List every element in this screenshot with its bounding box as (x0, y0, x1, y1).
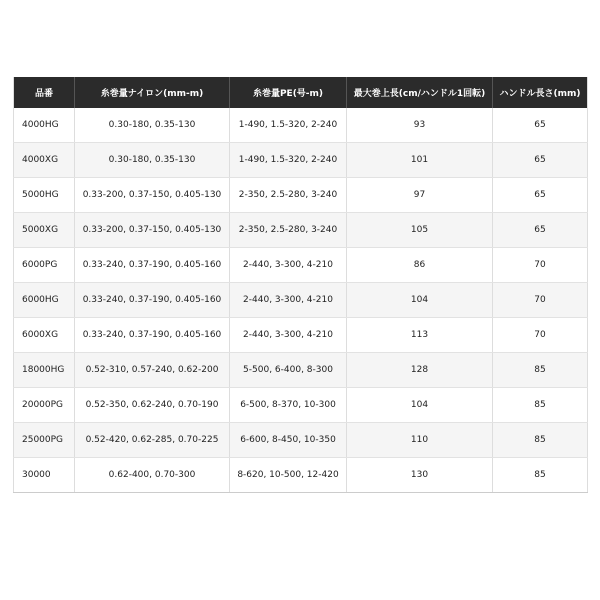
cell-handle-length: 65 (493, 143, 588, 178)
cell-pe-capacity: 2-440, 3-300, 4-210 (230, 318, 347, 353)
cell-nylon-capacity: 0.33-200, 0.37-150, 0.405-130 (75, 213, 230, 248)
cell-handle-length: 70 (493, 283, 588, 318)
table-row (14, 283, 588, 318)
cell-pe-capacity: 2-350, 2.5-280, 3-240 (230, 178, 347, 213)
cell-max-retrieve: 113 (347, 318, 493, 353)
table-row (14, 213, 588, 248)
cell-nylon-capacity: 0.52-310, 0.57-240, 0.62-200 (75, 353, 230, 388)
cell-pe-capacity: 8-620, 10-500, 12-420 (230, 458, 347, 493)
cell-nylon-capacity: 0.62-400, 0.70-300 (75, 458, 230, 493)
cell-nylon-capacity: 0.52-350, 0.62-240, 0.70-190 (75, 388, 230, 423)
cell-handle-length: 70 (493, 318, 588, 353)
cell-handle-length: 70 (493, 248, 588, 283)
cell-model: 5000HG (14, 178, 75, 213)
spec-table-body (14, 108, 588, 493)
spec-table (13, 77, 588, 493)
header-nylon-capacity: 糸巻量ナイロン(mm-m) (75, 77, 230, 108)
cell-model: 20000PG (14, 388, 75, 423)
cell-pe-capacity: 2-440, 3-300, 4-210 (230, 283, 347, 318)
header-handle-length: ハンドル長さ(mm) (493, 77, 588, 108)
cell-pe-capacity: 5-500, 6-400, 8-300 (230, 353, 347, 388)
cell-model: 4000HG (14, 108, 75, 143)
table-row (14, 388, 588, 423)
cell-handle-length: 65 (493, 108, 588, 143)
header-row (14, 77, 588, 108)
cell-handle-length: 65 (493, 213, 588, 248)
cell-handle-length: 85 (493, 423, 588, 458)
cell-nylon-capacity: 0.33-240, 0.37-190, 0.405-160 (75, 248, 230, 283)
cell-model: 5000XG (14, 213, 75, 248)
cell-handle-length: 85 (493, 353, 588, 388)
cell-nylon-capacity: 0.33-240, 0.37-190, 0.405-160 (75, 318, 230, 353)
cell-model: 6000HG (14, 283, 75, 318)
table-row (14, 318, 588, 353)
cell-pe-capacity: 1-490, 1.5-320, 2-240 (230, 108, 347, 143)
cell-nylon-capacity: 0.33-240, 0.37-190, 0.405-160 (75, 283, 230, 318)
cell-nylon-capacity: 0.30-180, 0.35-130 (75, 108, 230, 143)
cell-nylon-capacity: 0.30-180, 0.35-130 (75, 143, 230, 178)
cell-nylon-capacity: 0.52-420, 0.62-285, 0.70-225 (75, 423, 230, 458)
cell-max-retrieve: 130 (347, 458, 493, 493)
table-row (14, 178, 588, 213)
table-row (14, 353, 588, 388)
cell-pe-capacity: 6-600, 8-450, 10-350 (230, 423, 347, 458)
header-pe-capacity: 糸巻量PE(号-m) (230, 77, 347, 108)
table-row (14, 458, 588, 493)
cell-max-retrieve: 104 (347, 283, 493, 318)
header-max-retrieve: 最大巻上長(cm/ハンドル1回転) (347, 77, 493, 108)
table-row (14, 143, 588, 178)
cell-model: 6000PG (14, 248, 75, 283)
cell-pe-capacity: 1-490, 1.5-320, 2-240 (230, 143, 347, 178)
table-row (14, 248, 588, 283)
cell-handle-length: 65 (493, 178, 588, 213)
cell-max-retrieve: 86 (347, 248, 493, 283)
cell-max-retrieve: 105 (347, 213, 493, 248)
cell-nylon-capacity: 0.33-200, 0.37-150, 0.405-130 (75, 178, 230, 213)
cell-pe-capacity: 2-350, 2.5-280, 3-240 (230, 213, 347, 248)
cell-max-retrieve: 128 (347, 353, 493, 388)
cell-model: 30000 (14, 458, 75, 493)
spec-table-header (14, 77, 588, 108)
cell-model: 18000HG (14, 353, 75, 388)
table-row (14, 423, 588, 458)
cell-max-retrieve: 97 (347, 178, 493, 213)
cell-pe-capacity: 2-440, 3-300, 4-210 (230, 248, 347, 283)
cell-model: 25000PG (14, 423, 75, 458)
cell-handle-length: 85 (493, 458, 588, 493)
cell-max-retrieve: 110 (347, 423, 493, 458)
cell-model: 4000XG (14, 143, 75, 178)
cell-max-retrieve: 101 (347, 143, 493, 178)
cell-handle-length: 85 (493, 388, 588, 423)
header-model: 品番 (14, 77, 75, 108)
table-row (14, 108, 588, 143)
cell-pe-capacity: 6-500, 8-370, 10-300 (230, 388, 347, 423)
cell-model: 6000XG (14, 318, 75, 353)
cell-max-retrieve: 93 (347, 108, 493, 143)
cell-max-retrieve: 104 (347, 388, 493, 423)
